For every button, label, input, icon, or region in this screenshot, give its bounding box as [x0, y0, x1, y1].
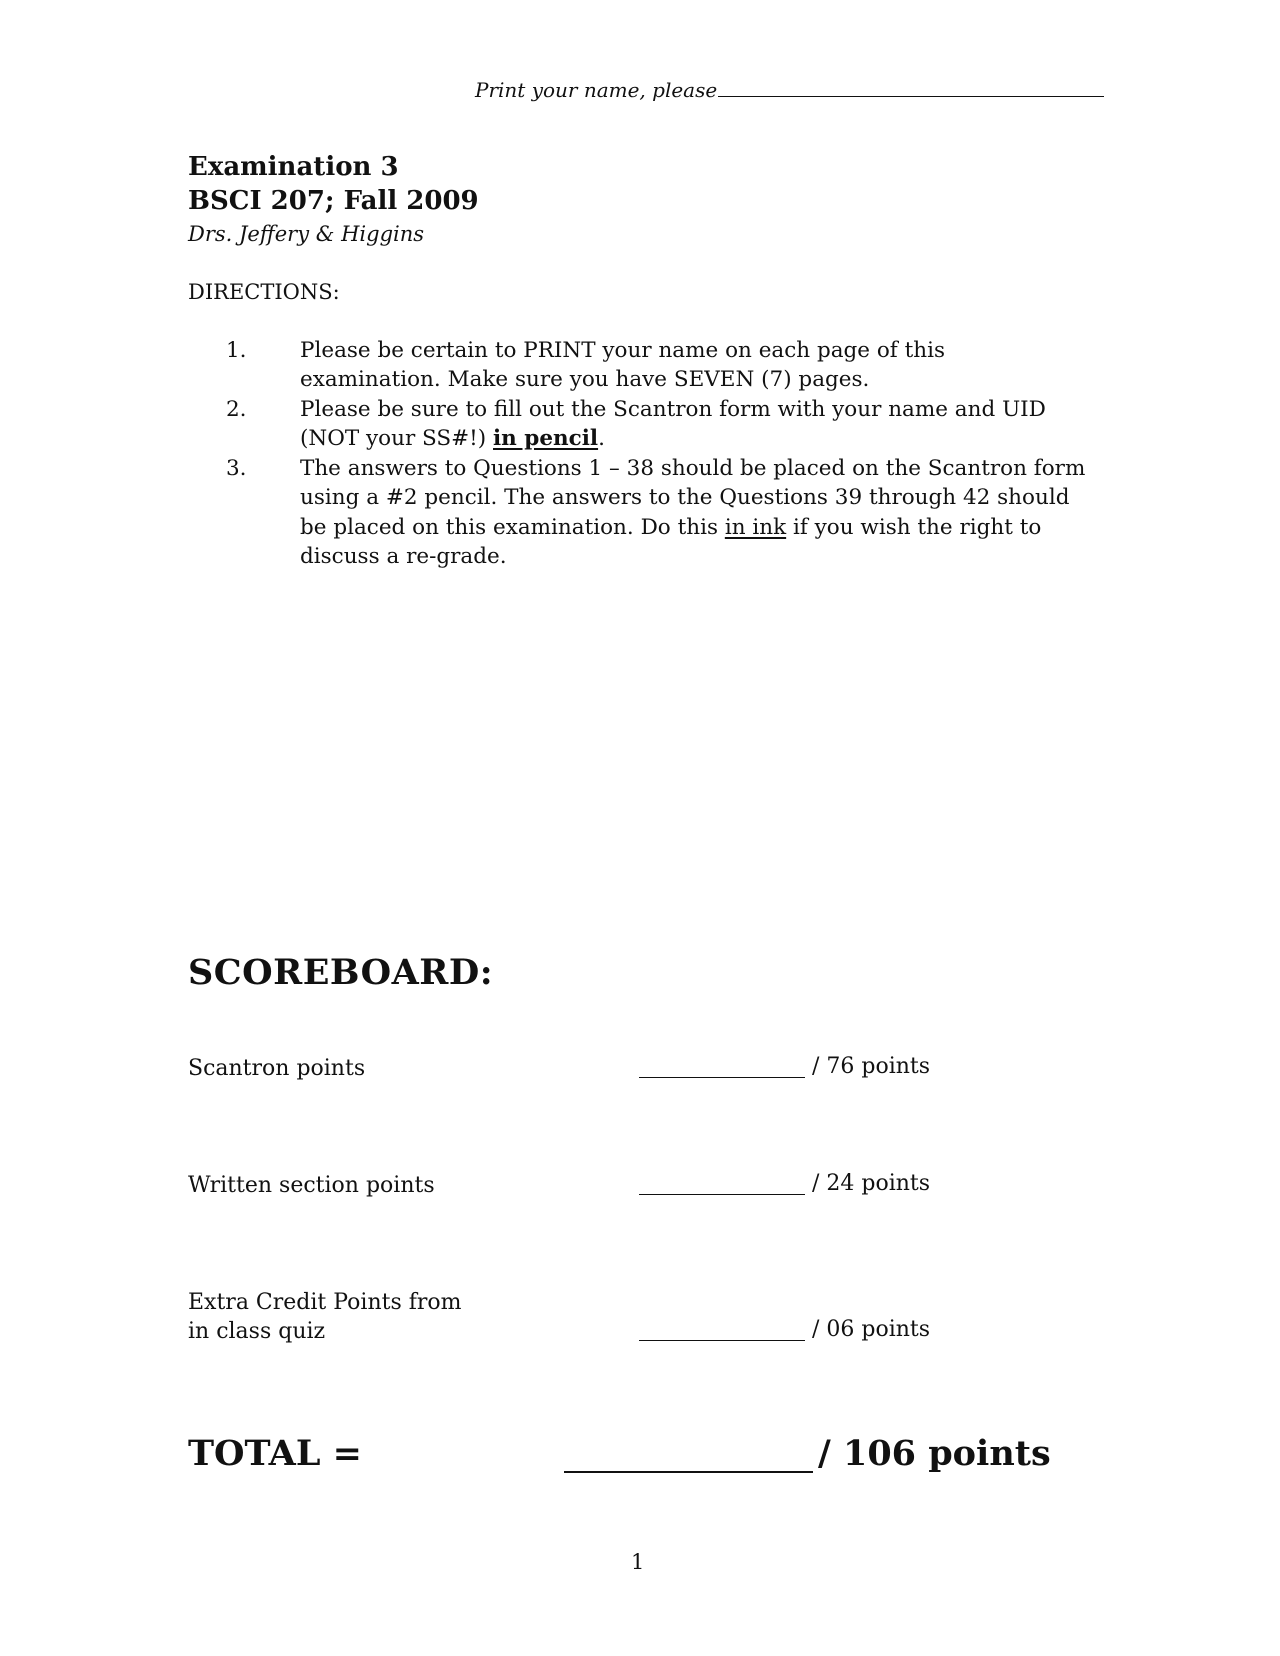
- page-number: 1: [631, 1550, 645, 1574]
- score-row-label-extra-credit: [188, 1288, 462, 1346]
- score-max-extra-credit: / 06 points: [812, 1317, 931, 1342]
- scoreboard-title: SCOREBOARD:: [188, 952, 494, 993]
- instructors: Drs. Jeffery & Higgins: [188, 222, 425, 246]
- directions-heading: DIRECTIONS:: [188, 280, 340, 304]
- score-row-label-written: Written section points: [188, 1173, 435, 1198]
- name-prompt: [475, 78, 1104, 102]
- score-row-label-line: in class quiz: [188, 1319, 326, 1344]
- direction-number: 3.: [226, 456, 247, 481]
- direction-text-part: if you wish the right to discuss a re-grade.: [300, 514, 1042, 569]
- course-title: BSCI 207; Fall 2009: [188, 186, 479, 216]
- direction-text: [300, 395, 1090, 454]
- direction-number: 2.: [226, 397, 247, 422]
- direction-number: 1.: [226, 338, 247, 363]
- direction-text-part: .: [598, 426, 605, 452]
- score-blank-written[interactable]: [639, 1194, 805, 1195]
- score-max-written: / 24 points: [812, 1171, 931, 1196]
- direction-text: Please be certain to PRINT your name on each page of this examination. Make sure you have SEVEN (7) pages.: [300, 338, 945, 393]
- direction-emphasis: in ink: [724, 514, 787, 540]
- total-blank[interactable]: [564, 1471, 813, 1473]
- score-blank-extra-credit[interactable]: [639, 1340, 805, 1341]
- score-blank-scantron[interactable]: [639, 1077, 805, 1078]
- total-max: / 106 points: [818, 1433, 1051, 1474]
- direction-emphasis: in pencil: [493, 426, 599, 452]
- direction-text: [300, 454, 1090, 571]
- direction-text-part: The answers to Questions 1 – 38 should be placed on the Scantron form using a #2 pencil. The answers to the Questions 39 through 42 should be placed on this examination. Do this: [300, 456, 1086, 540]
- score-max-scantron: / 76 points: [812, 1054, 931, 1079]
- score-row-label-scantron: Scantron points: [188, 1056, 366, 1081]
- score-row-label-line: Extra Credit Points from: [188, 1290, 462, 1315]
- total-label: TOTAL =: [188, 1433, 362, 1474]
- exam-title: Examination 3: [188, 152, 399, 182]
- name-prompt-label: Print your name, please: [475, 78, 718, 102]
- direction-text-part: Please be sure to fill out the Scantron form with your name and UID (NOT your SS#!): [300, 397, 1046, 452]
- name-blank-field[interactable]: [718, 96, 1104, 97]
